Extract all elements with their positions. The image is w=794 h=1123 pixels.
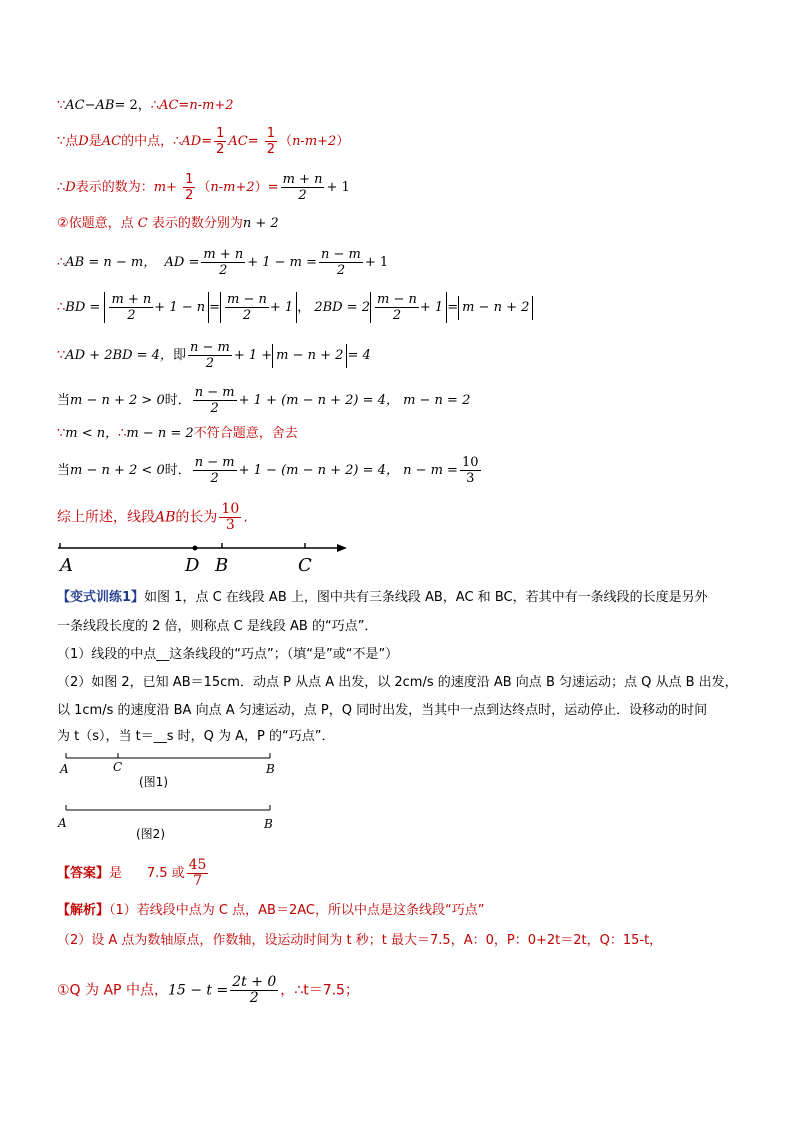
text: C — [137, 216, 148, 231]
question-line-6: 为 t（s），当 t＝__s 时，Q 为 A，P 的“巧点”． — [57, 729, 335, 744]
numerator: m + n — [203, 247, 244, 262]
figure-1 — [60, 752, 280, 792]
line-9 — [57, 424, 298, 444]
denominator: 2 — [210, 471, 219, 486]
text: = 4 — [347, 348, 371, 363]
fraction — [201, 247, 245, 278]
text: ， — [297, 300, 311, 315]
denominator: 2 — [249, 990, 259, 1006]
text: 的长为 — [175, 509, 218, 526]
line-2 — [57, 126, 349, 157]
answer-line — [57, 858, 210, 889]
fraction — [375, 292, 419, 323]
text: AB = n − m， — [65, 255, 157, 270]
text: + 1 — [269, 300, 294, 315]
text: ∴ — [57, 180, 66, 195]
numerator: 10 — [461, 455, 479, 470]
text: + 1 — [326, 180, 350, 195]
line-6 — [57, 292, 533, 323]
text: = — [178, 98, 190, 113]
question-line-5: 以 1cm/s 的速度沿 BA 向点 A 匀速运动，点 P，Q 同时出发，当其中一点到达终点时，运动停止．设移动的时间 — [57, 703, 708, 718]
fraction — [460, 455, 481, 486]
line-4 — [57, 214, 279, 234]
text: 2BD = 2 — [314, 300, 371, 315]
numerator: 1 — [216, 126, 225, 141]
denominator: 2 — [127, 308, 136, 323]
numerator: n − m — [189, 340, 230, 355]
fraction — [281, 172, 325, 203]
text: m − n = 2 — [126, 426, 194, 441]
text: m − n + 2 — [462, 299, 530, 315]
numerator: m + n — [282, 172, 323, 187]
text: 是 — [88, 134, 102, 149]
text: ∴ — [118, 426, 127, 441]
text: + 1 — [419, 300, 444, 315]
numerator: m + n — [111, 292, 152, 307]
label-A: A — [60, 555, 73, 576]
text: AC — [228, 134, 248, 149]
analysis-line-3 — [57, 975, 359, 1006]
question-tag: 【变式训练1】 — [57, 590, 145, 605]
text: （ — [197, 180, 211, 195]
numerator: 2t + 0 — [232, 974, 277, 990]
text: AC — [159, 98, 179, 113]
analysis-line-2: （2）设 A 点为数轴原点，作数轴，设运动时间为 t 秒；t 最大＝7.5，A：0，P：0+2t＝2t，Q：15-t， — [57, 933, 663, 948]
text: 15 − t = — [167, 982, 229, 999]
text: 即 — [172, 348, 186, 363]
denominator: 2 — [336, 263, 346, 278]
denominator: 2 — [210, 401, 219, 416]
fraction — [193, 455, 237, 486]
text: − — [84, 98, 96, 113]
line-10 — [57, 455, 483, 486]
analysis-line-1 — [57, 901, 484, 921]
text: ∵ — [57, 426, 66, 441]
numerator: 45 — [188, 857, 207, 873]
numerator: n − m — [321, 247, 361, 262]
denominator: 3 — [466, 471, 475, 486]
text: m − n + 2 — [276, 347, 344, 363]
fraction — [265, 126, 277, 157]
text: n-m+2 — [210, 180, 255, 195]
numerator: 1 — [185, 172, 194, 187]
denominator: 2 — [216, 142, 225, 157]
text: n-m+2 — [189, 98, 234, 113]
text: ∵ — [57, 348, 66, 363]
text: 时． — [164, 393, 191, 408]
text: n + 2 — [242, 216, 279, 231]
text: 时． — [164, 463, 191, 478]
denominator: 2 — [205, 356, 215, 371]
absolute-value — [370, 292, 447, 323]
text: 的中点， — [121, 134, 174, 149]
label-D: D — [185, 555, 200, 576]
question-line-3: （1）线段的中点__这条线段的“巧点”；（填“是”或“不是”） — [57, 647, 399, 662]
question-line-2: 一条线段长度的 2 倍，则称点 C 是线段 AB 的“巧点”． — [57, 619, 378, 634]
denominator: 2 — [219, 263, 228, 278]
fig1-label-B: B — [266, 762, 275, 776]
fraction — [214, 126, 226, 157]
fraction — [188, 340, 232, 371]
text: 是 — [109, 866, 123, 881]
text: ）= — [254, 180, 279, 195]
fraction — [225, 292, 269, 323]
fraction — [193, 385, 237, 416]
text: BD = — [65, 300, 101, 315]
label-C: C — [298, 555, 312, 576]
fig2-label-B: B — [264, 817, 273, 831]
text: = — [209, 300, 221, 315]
text: + 1 + (m − n + 2) = 4， — [238, 393, 399, 408]
text: ） — [336, 134, 350, 149]
line-5 — [57, 247, 388, 278]
arrow-head — [337, 544, 347, 552]
text: n − m = — [403, 463, 458, 478]
numerator: n − m — [194, 455, 235, 470]
text: ∴ — [57, 255, 66, 270]
text: ①Q 为 AP 中点， — [57, 982, 168, 999]
text: m < n， — [65, 426, 119, 441]
text: 当 — [57, 463, 71, 478]
text: = — [201, 134, 213, 149]
number-line — [55, 535, 355, 580]
denominator: 2 — [298, 188, 307, 203]
numerator: m − n — [377, 292, 417, 307]
denominator: 2 — [185, 188, 194, 203]
fraction — [183, 172, 195, 203]
absolute-value — [458, 296, 533, 320]
text: m − n + 2 < 0 — [70, 463, 165, 478]
text: AB — [155, 509, 176, 526]
text: ∵点 — [57, 134, 79, 149]
text: AD = — [164, 255, 200, 270]
text: m − n + 2 > 0 — [70, 393, 165, 408]
label-B: B — [215, 555, 229, 576]
text: + 1 − m = — [247, 255, 318, 270]
fraction — [219, 502, 241, 533]
absolute-value — [272, 344, 347, 368]
text: ，∴t＝7.5； — [280, 982, 359, 999]
text: m − n = 2 — [403, 393, 471, 408]
text: + 1 + — [233, 348, 273, 363]
text: D — [78, 134, 89, 149]
denominator: 7 — [193, 873, 203, 889]
line-1 — [57, 96, 234, 116]
text: n-m+2 — [292, 134, 337, 149]
line-8 — [57, 385, 470, 416]
line-11 — [57, 502, 248, 533]
denominator: 2 — [242, 308, 252, 323]
text: = 2， — [114, 98, 151, 113]
fig1-label-A: A — [60, 762, 69, 776]
absolute-value — [104, 292, 209, 323]
fraction — [187, 858, 209, 889]
text: 如图 1，点 C 在线段 AB 上，图中共有三条线段 AB，AC 和 BC，若其中有一条线段的长度是另外 — [144, 590, 708, 605]
text: + 1 − (m − n + 2) = 4， — [238, 463, 399, 478]
fraction — [319, 247, 363, 278]
text: ∴ — [173, 134, 182, 149]
text: AC — [65, 98, 85, 113]
numerator: n − m — [194, 385, 235, 400]
figure-2 — [60, 804, 280, 824]
point-D — [193, 546, 198, 551]
text: 综上所述，线段 — [57, 509, 155, 526]
fraction — [109, 292, 153, 323]
text: AD — [181, 134, 202, 149]
denominator: 2 — [266, 142, 276, 157]
line-3 — [57, 172, 350, 203]
text: AD + 2BD = 4， — [65, 348, 173, 363]
question-line-1 — [57, 588, 708, 608]
denominator: 3 — [225, 517, 235, 533]
text: ∴ — [150, 98, 160, 113]
answer-tag: 【答案】 — [57, 866, 110, 881]
text: m+ — [153, 180, 177, 195]
text: = — [247, 134, 259, 149]
text: = — [447, 300, 459, 315]
text: 表示的数为： — [75, 180, 154, 195]
text: 当 — [57, 393, 71, 408]
text: AC — [101, 134, 122, 149]
line-7 — [57, 340, 371, 371]
text: （1）若线段中点为 C 点，AB＝2AC，所以中点是这条线段“巧点” — [109, 903, 485, 918]
text: AB — [95, 98, 115, 113]
text: ∴ — [57, 300, 66, 315]
text: 表示的数分别为 — [151, 216, 243, 231]
fig2-caption: (图2) — [136, 827, 165, 841]
text: 不符合题意，舍去 — [193, 426, 298, 441]
text: + 1 − n — [154, 300, 206, 315]
analysis-tag: 【解析】 — [57, 903, 110, 918]
denominator: 2 — [392, 308, 402, 323]
text: 7.5 或 — [146, 866, 185, 881]
absolute-value — [220, 292, 297, 323]
numerator: 1 — [266, 126, 276, 141]
fig1-caption: (图1) — [139, 775, 168, 789]
text: （ — [279, 134, 293, 149]
text: . — [243, 509, 248, 526]
fig2-label-A: A — [58, 816, 67, 830]
text: ②依题意，点 — [57, 216, 134, 231]
numerator: 10 — [221, 501, 240, 517]
text: ∵ — [57, 98, 66, 113]
text: D — [65, 180, 76, 195]
fraction — [230, 975, 278, 1006]
numerator: m − n — [227, 292, 267, 307]
text: + 1 — [364, 255, 389, 270]
fig1-label-C: C — [113, 760, 123, 774]
question-line-4: （2）如图 2，已知 AB＝15cm．动点 P 从点 A 出发，以 2cm/s 的速度沿 AB 向点 B 匀速运动；点 Q 从点 B 出发， — [57, 675, 738, 690]
